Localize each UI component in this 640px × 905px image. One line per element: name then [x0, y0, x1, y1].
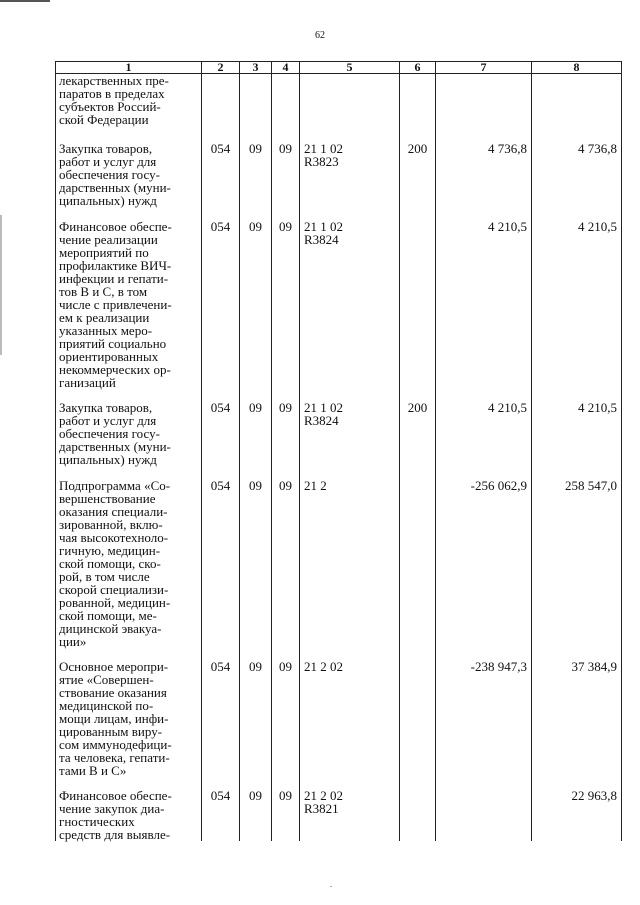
- amount-change-cell: [436, 777, 532, 841]
- header-row: [56, 62, 622, 74]
- budget-table: [55, 61, 622, 841]
- target-article-cell: 21 1 02 R3823: [300, 130, 400, 208]
- row-name-cell: Основное меропри- ятие «Совершен- ствование оказания медицинской по- мощи лицам, инфи- цированным виру- сом иммунодефици- та человека, гепати- тами В и С»: [56, 648, 202, 777]
- column-header: 6: [400, 62, 436, 74]
- admin-code-cell: 054: [202, 389, 240, 467]
- section-cell: 09: [240, 389, 272, 467]
- subsection-cell: 09: [272, 777, 300, 841]
- admin-code-cell: 054: [202, 648, 240, 777]
- row-name-cell: лекарственных пре- паратов в пределах субъектов Россий- ской Федерации: [56, 74, 202, 131]
- target-article-cell: [300, 74, 400, 131]
- table-row: [56, 130, 622, 208]
- row-name-cell: Финансовое обеспе- чение реализации мероприятий по профилактике ВИЧ- инфекции и гепати- тов В и С, в том числе с привлечени- ем к реализации указанных меро- приятий социально ориентированных некоммерческих ор- ганизаций: [56, 208, 202, 389]
- section-cell: 09: [240, 467, 272, 648]
- scan-corner-mark: [0, 0, 50, 2]
- expense-type-cell: [400, 74, 436, 131]
- column-header: 1: [56, 62, 202, 74]
- expense-type-cell: 200: [400, 389, 436, 467]
- amount-change-cell: 4 210,5: [436, 208, 532, 389]
- section-cell: 09: [240, 130, 272, 208]
- section-cell: 09: [240, 777, 272, 841]
- admin-code-cell: 054: [202, 467, 240, 648]
- amount-total-cell: 258 547,0: [532, 467, 622, 648]
- amount-total-cell: [532, 74, 622, 131]
- subsection-cell: [272, 74, 300, 131]
- table-header: [56, 62, 622, 74]
- table-row: [56, 208, 622, 389]
- page-number: 62: [315, 30, 325, 41]
- amount-change-cell: [436, 74, 532, 131]
- amount-change-cell: -256 062,9: [436, 467, 532, 648]
- target-article-cell: 21 2 02: [300, 648, 400, 777]
- target-article-cell: 21 1 02 R3824: [300, 208, 400, 389]
- section-cell: [240, 74, 272, 131]
- section-cell: 09: [240, 648, 272, 777]
- subsection-cell: 09: [272, 130, 300, 208]
- amount-change-cell: -238 947,3: [436, 648, 532, 777]
- expense-type-cell: 200: [400, 130, 436, 208]
- column-header: 8: [532, 62, 622, 74]
- row-name-cell: Подпрограмма «Со- вершенствование оказания специали- зированной, вклю- чая высокотехноло- гичную, медицин- ской помощи, ско- рой, в том числе скорой специализи- рованной, медицин- ской помощи, ме- дицинской эвакуа- ции»: [56, 467, 202, 648]
- expense-type-cell: [400, 467, 436, 648]
- target-article-cell: 21 2: [300, 467, 400, 648]
- amount-total-cell: 22 963,8: [532, 777, 622, 841]
- admin-code-cell: 054: [202, 130, 240, 208]
- subsection-cell: 09: [272, 648, 300, 777]
- amount-change-cell: 4 210,5: [436, 389, 532, 467]
- table-body: [56, 74, 622, 842]
- row-name-cell: Закупка товаров, работ и услуг для обеспечения госу- дарственных (муни- ципальных) нужд: [56, 389, 202, 467]
- scan-edge-mark: [0, 215, 2, 355]
- target-article-cell: 21 2 02 R3821: [300, 777, 400, 841]
- column-header: 2: [202, 62, 240, 74]
- column-header: 4: [272, 62, 300, 74]
- table-row: [56, 648, 622, 777]
- amount-total-cell: 37 384,9: [532, 648, 622, 777]
- table-row: [56, 467, 622, 648]
- scan-speck: [330, 886, 332, 887]
- subsection-cell: 09: [272, 467, 300, 648]
- row-name-cell: Закупка товаров, работ и услуг для обеспечения госу- дарственных (муни- ципальных) нужд: [56, 130, 202, 208]
- subsection-cell: 09: [272, 389, 300, 467]
- table-row: [56, 389, 622, 467]
- admin-code-cell: 054: [202, 777, 240, 841]
- column-header: 7: [436, 62, 532, 74]
- table-row: [56, 74, 622, 131]
- table-row: [56, 777, 622, 841]
- row-name-cell: Финансовое обеспе- чение закупок диа- гностических средств для выявле-: [56, 777, 202, 841]
- column-header: 3: [240, 62, 272, 74]
- admin-code-cell: [202, 74, 240, 131]
- amount-total-cell: 4 736,8: [532, 130, 622, 208]
- expense-type-cell: [400, 208, 436, 389]
- section-cell: 09: [240, 208, 272, 389]
- subsection-cell: 09: [272, 208, 300, 389]
- expense-type-cell: [400, 648, 436, 777]
- amount-total-cell: 4 210,5: [532, 208, 622, 389]
- amount-change-cell: 4 736,8: [436, 130, 532, 208]
- amount-total-cell: 4 210,5: [532, 389, 622, 467]
- column-header: 5: [300, 62, 400, 74]
- expense-type-cell: [400, 777, 436, 841]
- admin-code-cell: 054: [202, 208, 240, 389]
- target-article-cell: 21 1 02 R3824: [300, 389, 400, 467]
